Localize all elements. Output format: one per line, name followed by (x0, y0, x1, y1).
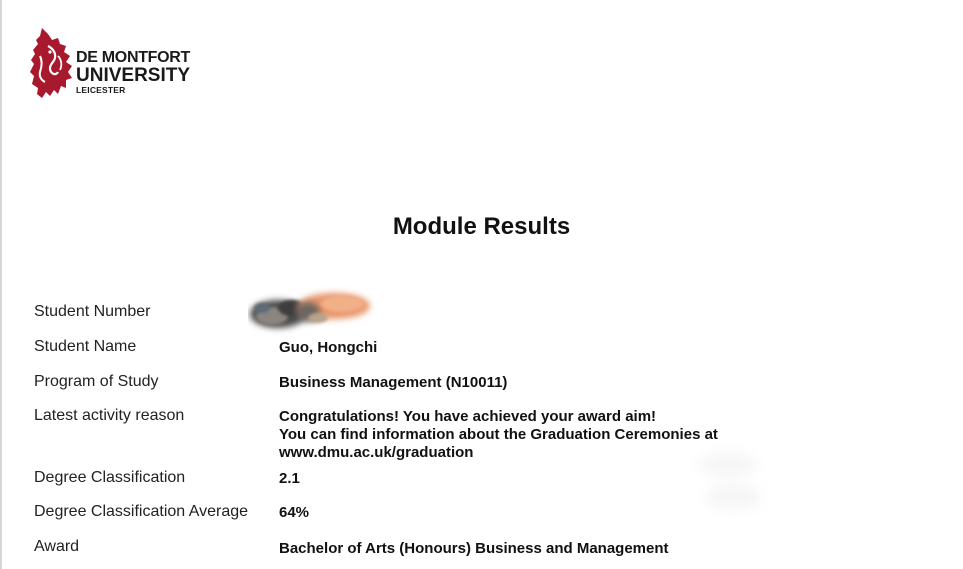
student-name-label: Student Name (34, 338, 137, 355)
program-of-study-value: Business Management (N10011) (279, 374, 508, 391)
scan-smudge (700, 452, 756, 478)
degree-classification-label: Degree Classification (34, 469, 186, 486)
lion-crest-icon (28, 26, 74, 100)
latest-activity-line-2: You can find information about the Graduation Ceremonies at (279, 426, 718, 443)
latest-activity-label: Latest activity reason (34, 407, 185, 424)
logo-text-line1: DE MONTFORT (76, 49, 191, 66)
page-left-border (0, 0, 2, 569)
latest-activity-value (279, 408, 718, 462)
logo-text-line3: LEICESTER (76, 85, 126, 95)
graduation-link-text: www.dmu.ac.uk/graduation (279, 444, 474, 461)
redaction-blur-graphic (248, 286, 378, 336)
award-label: Award (34, 538, 80, 555)
university-logo (28, 26, 208, 102)
degree-average-value: 64% (279, 504, 310, 521)
logo-wordmark (76, 50, 190, 95)
degree-classification-value: 2.1 (279, 470, 300, 487)
logo-text-line2: UNIVERSITY (76, 65, 191, 86)
scan-smudge (706, 484, 762, 510)
student-name-value: Guo, Hongchi (279, 339, 378, 356)
award-value: Bachelor of Arts (Honours) Business and Management (279, 540, 669, 557)
redacted-student-number (248, 286, 378, 336)
latest-activity-line-1: Congratulations! You have achieved your award aim! (279, 408, 657, 425)
student-number-label: Student Number (34, 303, 151, 320)
page-title: Module Results (392, 213, 571, 240)
program-of-study-label: Program of Study (34, 373, 159, 390)
degree-average-label: Degree Classification Average (34, 503, 249, 520)
